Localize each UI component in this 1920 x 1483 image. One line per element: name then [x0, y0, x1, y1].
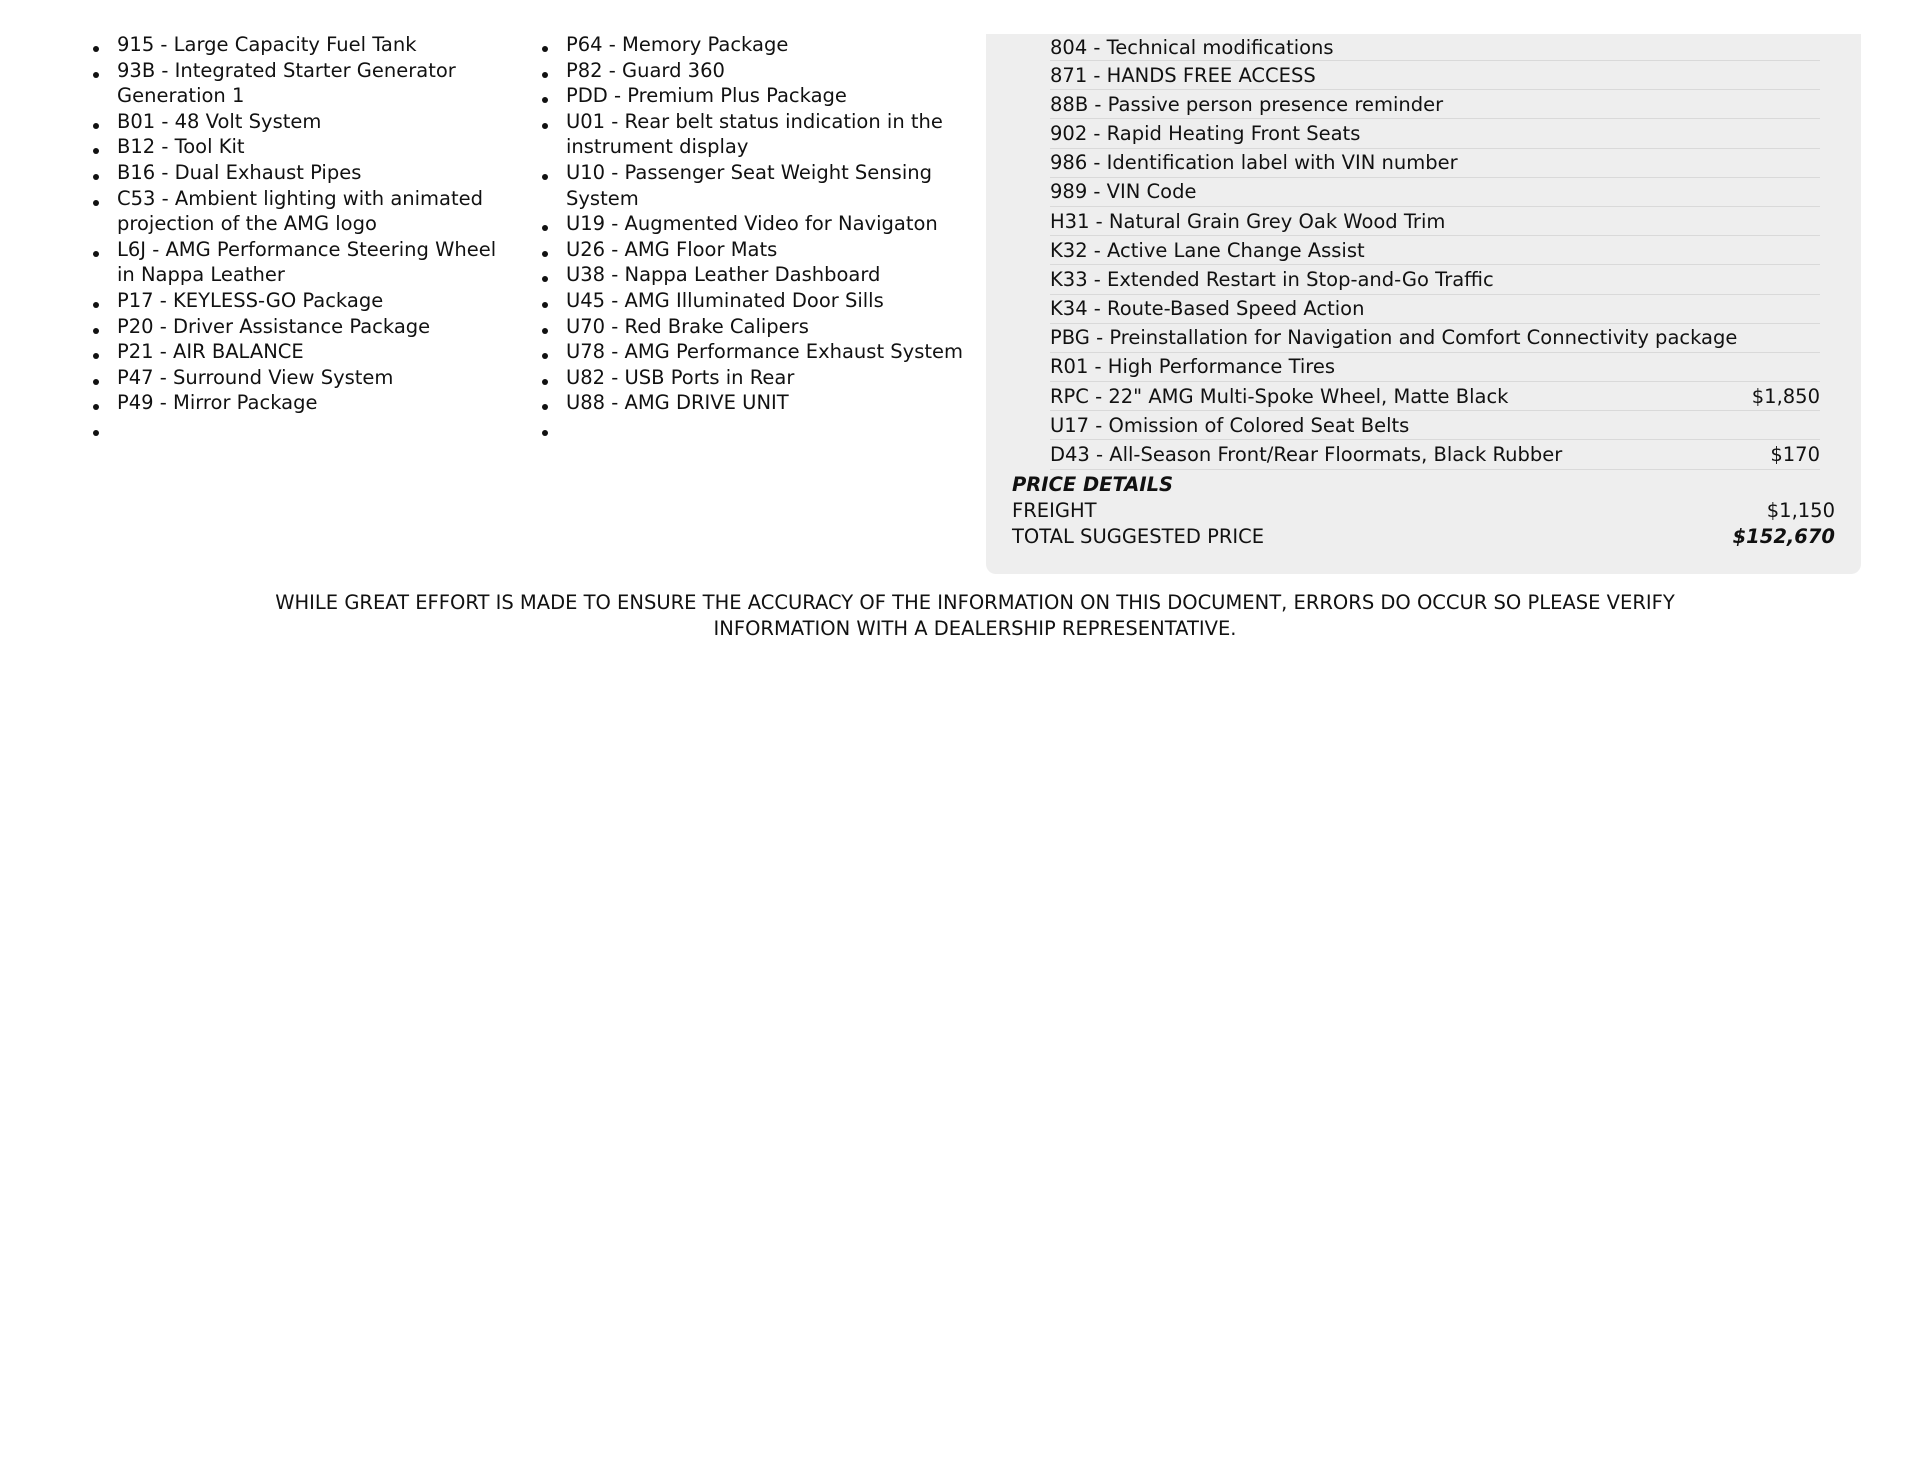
feature-item: L6J - AMG Performance Steering Wheel in Nappa Leather: [117, 237, 517, 288]
option-row: [1050, 353, 1820, 382]
total-label: TOTAL SUGGESTED PRICE: [1012, 525, 1265, 548]
total-row: [1012, 524, 1835, 550]
option-row: [1050, 295, 1820, 324]
feature-item: P82 - Guard 360: [566, 58, 966, 84]
option-label: R01 - High Performance Tires: [1050, 355, 1336, 379]
feature-item: U19 - Augmented Video for Navigaton: [566, 211, 966, 237]
option-label: 902 - Rapid Heating Front Seats: [1050, 121, 1361, 145]
option-label: 804 - Technical modifications: [1050, 35, 1334, 59]
feature-item: U78 - AMG Performance Exhaust System: [566, 339, 966, 365]
option-label: K33 - Extended Restart in Stop-and-Go Traffic: [1050, 267, 1494, 291]
feature-item: P49 - Mirror Package: [117, 390, 517, 416]
freight-value: $1,150: [1766, 499, 1835, 522]
option-row: [1050, 119, 1820, 148]
feature-item: U26 - AMG Floor Mats: [566, 237, 966, 263]
option-label: K34 - Route-Based Speed Action: [1050, 297, 1365, 321]
installed-options-list: [1050, 34, 1820, 470]
total-value: $152,670: [1732, 525, 1835, 548]
feature-item: 93B - Integrated Starter Generator Generation 1: [117, 58, 517, 109]
feature-item: U45 - AMG Illuminated Door Sills: [566, 288, 966, 314]
feature-item: [566, 416, 966, 442]
feature-item: PDD - Premium Plus Package: [566, 83, 966, 109]
option-price: $170: [1770, 443, 1820, 467]
option-label: 871 - HANDS FREE ACCESS: [1050, 63, 1316, 87]
standard-features-column-1: [117, 32, 517, 442]
options-panel: [986, 34, 1861, 574]
standard-features-column-2: [566, 32, 966, 442]
option-row: [1050, 236, 1820, 265]
option-label: RPC - 22" AMG Multi-Spoke Wheel, Matte Black: [1050, 384, 1509, 408]
option-label: 88B - Passive person presence reminder: [1050, 92, 1444, 116]
freight-label: FREIGHT: [1012, 499, 1097, 522]
price-details: [1012, 472, 1835, 550]
option-label: 989 - VIN Code: [1050, 180, 1197, 204]
option-label: H31 - Natural Grain Grey Oak Wood Trim: [1050, 209, 1446, 233]
option-row: [1050, 265, 1820, 294]
price-details-heading: PRICE DETAILS: [1012, 473, 1174, 496]
option-label: 986 - Identification label with VIN number: [1050, 151, 1458, 175]
option-row: [1050, 382, 1820, 411]
feature-item: P21 - AIR BALANCE: [117, 339, 517, 365]
feature-item: P64 - Memory Package: [566, 32, 966, 58]
option-row: [1050, 411, 1820, 440]
feature-item: U82 - USB Ports in Rear: [566, 365, 966, 391]
feature-item: B12 - Tool Kit: [117, 134, 517, 160]
option-row: [1050, 440, 1820, 469]
option-row: [1050, 34, 1820, 61]
feature-item: B01 - 48 Volt System: [117, 109, 517, 135]
disclaimer: WHILE GREAT EFFORT IS MADE TO ENSURE THE ACCURACY OF THE INFORMATION ON THIS DOCUMENT, ERRORS DO OCCUR SO PLEASE VERIFY INFORMATION WITH A DEALERSHIP REPRESENTATIVE.: [275, 591, 1675, 640]
feature-item: [117, 416, 517, 442]
option-row: [1050, 90, 1820, 119]
feature-item: U01 - Rear belt status indication in the instrument display: [566, 109, 966, 160]
option-row: [1050, 61, 1820, 90]
option-row: [1050, 207, 1820, 236]
feature-item: U70 - Red Brake Calipers: [566, 314, 966, 340]
feature-item: U10 - Passenger Seat Weight Sensing System: [566, 160, 966, 211]
option-row: [1050, 178, 1820, 207]
freight-row: [1012, 498, 1835, 524]
option-label: U17 - Omission of Colored Seat Belts: [1050, 413, 1410, 437]
feature-item: B16 - Dual Exhaust Pipes: [117, 160, 517, 186]
option-label: D43 - All-Season Front/Rear Floormats, Black Rubber: [1050, 443, 1563, 467]
option-row: [1050, 149, 1820, 178]
option-price: $1,850: [1751, 384, 1820, 408]
feature-item: 915 - Large Capacity Fuel Tank: [117, 32, 517, 58]
option-row: [1050, 324, 1820, 353]
feature-item: P47 - Surround View System: [117, 365, 517, 391]
feature-item: P17 - KEYLESS-GO Package: [117, 288, 517, 314]
feature-item: C53 - Ambient lighting with animated projection of the AMG logo: [117, 186, 517, 237]
option-label: PBG - Preinstallation for Navigation and Comfort Connectivity package: [1050, 326, 1738, 350]
feature-item: U38 - Nappa Leather Dashboard: [566, 262, 966, 288]
feature-item: P20 - Driver Assistance Package: [117, 314, 517, 340]
option-label: K32 - Active Lane Change Assist: [1050, 238, 1365, 262]
feature-item: U88 - AMG DRIVE UNIT: [566, 390, 966, 416]
